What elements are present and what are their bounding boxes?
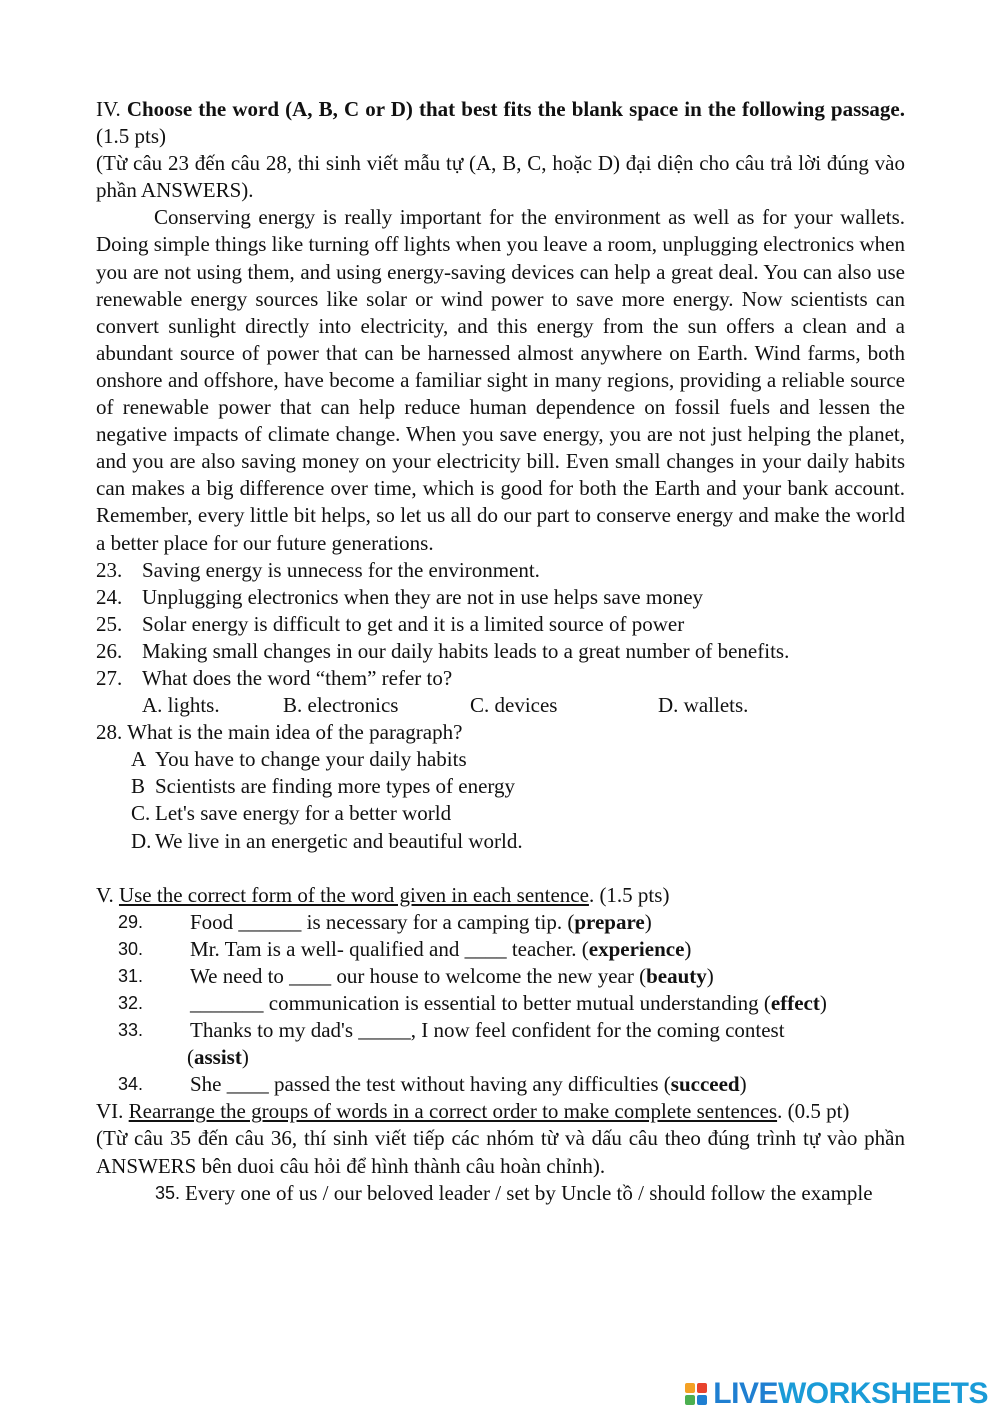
brand-text-worksheets: WORKSHEETS [777, 1377, 988, 1411]
question-text: Saving energy is unnecess for the environment. [142, 557, 540, 582]
section6-points: . (0.5 pt) [777, 1099, 850, 1124]
item-text: Thanks to my dad's _____, I now feel confident for the coming contest [190, 1018, 785, 1043]
section5-roman: V. [96, 882, 119, 907]
rearrange-item-35 [96, 1180, 905, 1207]
liveworksheets-icon [685, 1383, 707, 1405]
question-text: Solar energy is difficult to get and it is a limited source of power [142, 611, 685, 636]
word-form-item-32 [96, 990, 905, 1017]
item-close: ) [739, 1072, 747, 1097]
item-word: succeed [670, 1072, 740, 1097]
question-number: 24. [96, 584, 123, 609]
item-close: ) [684, 936, 692, 961]
word-form-item-33-word: (assist) [187, 1045, 249, 1070]
section6-heading [96, 1098, 905, 1125]
word-form-item-31 [96, 963, 905, 990]
question-28-option-d [96, 828, 905, 855]
item-text: _______ communication is essential to better mutual understanding ( [190, 991, 771, 1015]
option-text: Scientists are finding more types of energy [155, 774, 516, 799]
liveworksheets-logo [685, 1374, 988, 1414]
question-23 [96, 557, 905, 584]
question-25 [96, 611, 905, 638]
item-text: She ____ passed the test without having any difficulties ( [190, 1072, 671, 1097]
item-word: beauty [646, 963, 707, 988]
item-number: 29. [118, 911, 144, 932]
question-number: 27. [96, 665, 123, 690]
word-form-item-34 [96, 1071, 905, 1098]
logo-square [685, 1395, 695, 1405]
item-close: ) [819, 991, 827, 1015]
item-number: 33. [118, 1020, 144, 1041]
option-letter: B [131, 774, 146, 799]
option-letter: A [131, 747, 147, 772]
question-text: Making small changes in our daily habits leads to a great number of benefits. [142, 638, 790, 663]
item-close: ) [644, 909, 652, 934]
option-text: Let's save energy for a better world [155, 801, 452, 826]
section4-instruction: (Từ câu 23 đến câu 28, thi sinh viết mẫu tự (A, B, C, hoặc D) đại diện cho câu trả lời đúng vào phần ANSWERS). [96, 151, 905, 203]
item-word: assist [194, 1045, 242, 1070]
question-28-option-a [96, 746, 905, 773]
word-form-item-33 [96, 1017, 905, 1044]
question-text: What does the word “them” refer to? [142, 665, 453, 690]
item-word: effect [770, 991, 820, 1015]
section6-roman: VI. [96, 1099, 129, 1124]
item-text: Mr. Tam is a well- qualified and ____ teacher. ( [190, 936, 589, 961]
item-number: 31. [118, 965, 144, 986]
item-word: prepare [574, 909, 645, 934]
logo-square [697, 1383, 707, 1393]
item-close: ) [706, 963, 714, 988]
item-number: 32. [118, 993, 144, 1013]
option-text: We live in an energetic and beautiful world. [155, 828, 523, 853]
item-number: 35. [155, 1182, 181, 1203]
spacer [96, 855, 905, 882]
option-letter: D. [131, 828, 152, 853]
question-28-option-b [96, 773, 905, 800]
section6-instruction: (Từ câu 35 đến câu 36, thí sinh viết tiếp các nhóm từ và dấu câu theo đúng trình tự vào phần ANSWERS bên duoi câu hỏi để hình thành câu hoàn chỉnh). [96, 1126, 905, 1178]
question-number: 26. [96, 638, 123, 663]
section6-title: Rearrange the groups of words in a correct order to make complete sentences [128, 1099, 778, 1124]
question-26 [96, 638, 905, 665]
section4-heading [96, 96, 905, 150]
question-text: Unplugging electronics when they are not in use helps save money [142, 584, 704, 609]
question-28-option-c [96, 800, 905, 827]
section5-points: . (1.5 pts) [588, 882, 670, 907]
brand-text-live: LIVE [713, 1377, 778, 1411]
section5-title: Use the correct form of the word given in each sentence [118, 882, 589, 907]
worksheet-page [96, 96, 905, 1207]
question-27 [96, 665, 905, 692]
item-number: 34. [118, 1074, 144, 1095]
question-number: 25. [96, 611, 123, 636]
word-form-list [96, 909, 905, 1099]
question-24 [96, 584, 905, 611]
section4-title: Choose the word (A, B, C or D) that best fits the blank space in the following passage. [126, 97, 906, 121]
question-number: 23. [96, 557, 123, 582]
logo-square [685, 1383, 695, 1393]
word-form-item-29 [96, 909, 905, 936]
reading-passage: Conserving energy is really important for the environment as well as for your wallets. Doing simple things like turning off lights when you leave a room, unplugging electronics when you are not using them, and using energy-saving devices can help a great deal. You can also use renewable energy sources like solar or wind power to save more energy. Now scientists can convert sunlight directly into electricity, and this energy from the sun offers a clean and a abundant source of power that can be harnessed almost anywhere on Earth. Wind farms, both onshore and offshore, have become a familiar sight in many regions, providing a reliable source of renewable power that can help reduce human dependence on fossil fuels and lessen the negative impacts of climate change. When you save energy, you are not just helping the planet, and you are also saving money on your electricity bill. Even small changes in your daily habits can makes a big difference over time, which is good for both the Earth and your bank account. Remember, every little bit helps, so let us all do our part to conserve energy and make the world a better place for our future generations. [96, 205, 905, 555]
question-28: 28. What is the main idea of the paragraph? [96, 720, 463, 745]
option-b: B. electronics [283, 693, 399, 718]
option-letter: C. [131, 801, 151, 826]
logo-square [697, 1395, 707, 1405]
option-a: A. lights. [142, 693, 220, 718]
option-c: C. devices [470, 693, 558, 718]
item-text: Every one of us / our beloved leader / set by Uncle tồ / should follow the example [185, 1180, 873, 1205]
item-word: experience [588, 936, 685, 961]
section4-points: (1.5 pts) [96, 124, 166, 149]
item-text: We need to ____ our house to welcome the new year ( [190, 963, 647, 988]
option-text: You have to change your daily habits [155, 747, 467, 772]
word-form-item-30 [96, 936, 905, 963]
question-27-options [96, 692, 905, 719]
section5-heading [96, 882, 905, 909]
option-d: D. wallets. [658, 693, 749, 718]
item-number: 30. [118, 938, 144, 959]
item-text: Food ______ is necessary for a camping tip. ( [190, 909, 575, 934]
section4-roman: IV. [96, 97, 127, 121]
